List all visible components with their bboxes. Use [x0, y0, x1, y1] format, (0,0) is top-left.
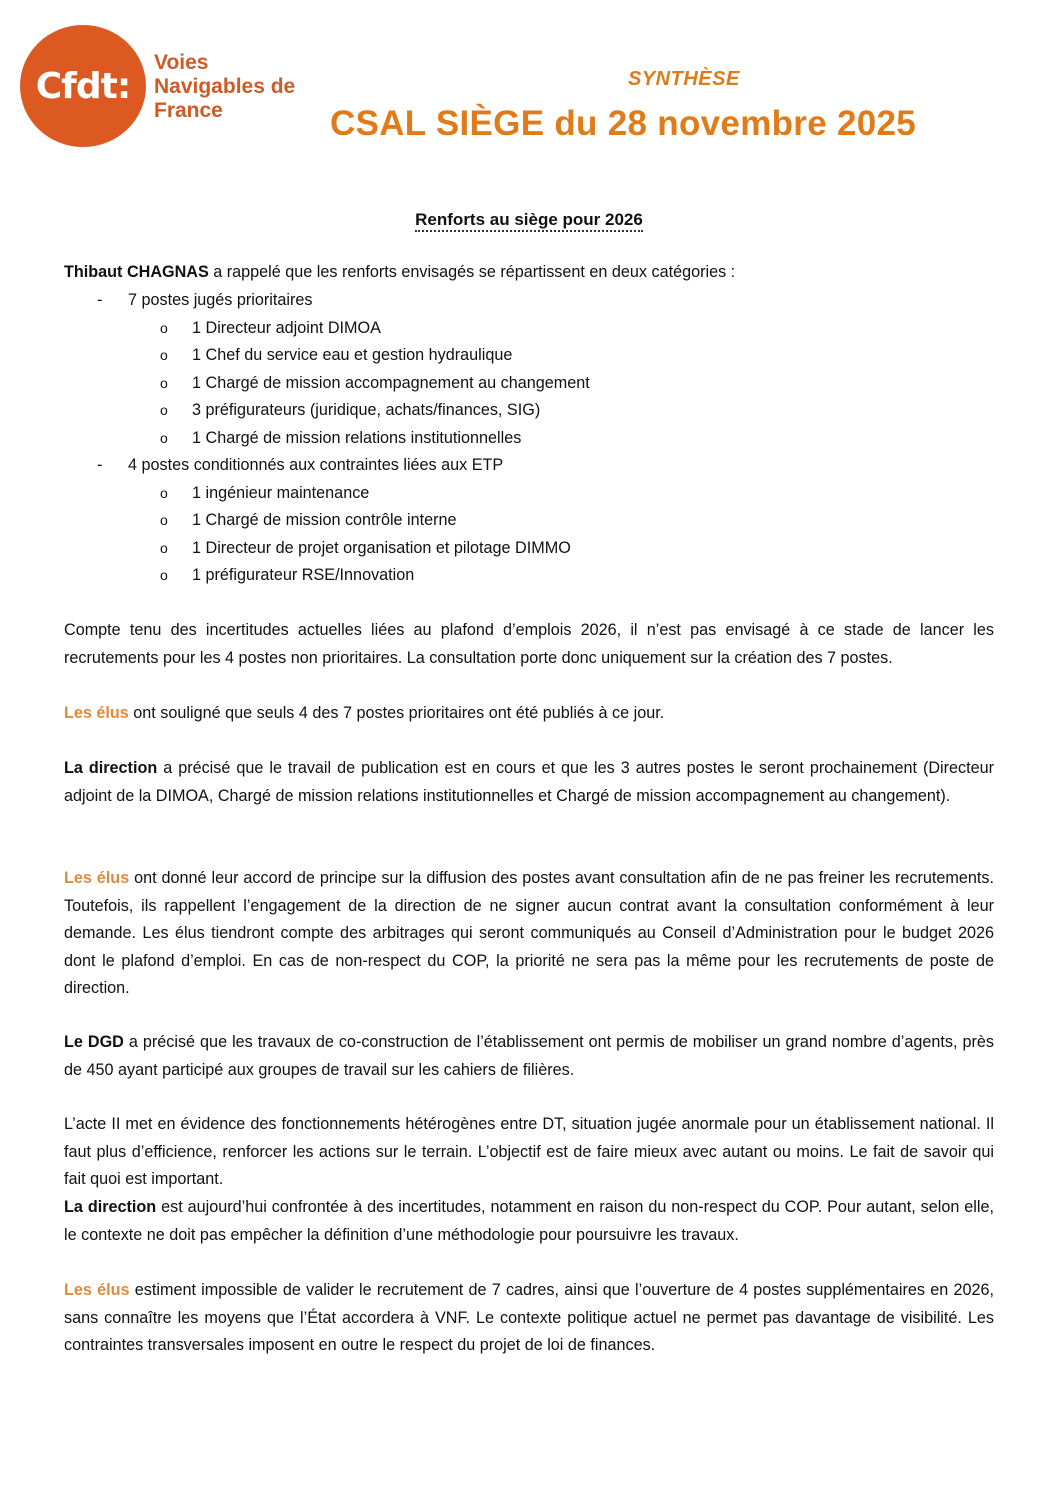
- paragraph: [64, 1111, 994, 1194]
- list-item-text: 1 Directeur de projet organisation et pilotage DIMMO: [192, 539, 571, 557]
- speaker-elus: Les élus: [64, 1281, 130, 1299]
- category-label: 7 postes jugés prioritaires: [128, 291, 313, 309]
- cfdt-logo: [20, 25, 146, 147]
- paragraph-text: Compte tenu des incertitudes actuelles liées au plafond d’emplois 2026, il n’est pas envisagé à ce stade de lancer les recrutements pour les 4 postes non prioritaires. La consultation porte donc uniquement sur la création des 7 postes.: [64, 621, 994, 667]
- circle-bullet-icon: o: [160, 375, 168, 391]
- document-title: CSAL SIÈGE du 28 novembre 2025: [330, 104, 917, 143]
- category-label: 4 postes conditionnés aux contraintes liées aux ETP: [128, 456, 504, 474]
- document-subtitle: SYNTHÈSE: [628, 68, 740, 90]
- paragraph: [64, 755, 994, 810]
- speaker: Thibaut CHAGNAS: [64, 263, 209, 281]
- paragraph-text: a rappelé que les renforts envisagés se répartissent en deux catégories :: [208, 263, 736, 281]
- section-title-text: Renforts au siège pour 2026: [415, 210, 643, 232]
- speaker-dgd: Le DGD: [64, 1033, 124, 1051]
- paragraph: [64, 1194, 994, 1249]
- speaker-direction: La direction: [64, 759, 158, 777]
- list-item-text: 3 préfigurateurs (juridique, achats/finances, SIG): [192, 401, 541, 419]
- list-item-text: 1 préfigurateur RSE/Innovation: [192, 566, 415, 584]
- intro-paragraph: [64, 259, 994, 287]
- circle-bullet-icon: o: [160, 485, 168, 501]
- paragraph: [64, 617, 994, 672]
- org-line: Voies: [154, 51, 209, 74]
- paragraph: [64, 700, 994, 728]
- paragraph-text: L’acte II met en évidence des fonctionnements hétérogènes entre DT, situation jugée anormale pour un établissement national. Il faut plus d’efficience, renforcer les actions sur le terrain. L’objectif est de faire mieux avec autant ou moins. Le fait de savoir qui fait quoi est important.: [64, 1115, 994, 1188]
- org-line: France: [154, 99, 223, 122]
- list-item-text: 1 Chargé de mission contrôle interne: [192, 511, 457, 529]
- circle-bullet-icon: o: [160, 512, 168, 528]
- speaker-elus: Les élus: [64, 869, 130, 887]
- section-title: [64, 206, 994, 234]
- circle-bullet-icon: o: [160, 540, 168, 556]
- circle-bullet-icon: o: [160, 320, 168, 336]
- logo-text: Cfdt:: [35, 65, 131, 107]
- paragraph: [64, 1029, 994, 1084]
- speaker-elus: Les élus: [64, 704, 129, 722]
- paragraph-text: estiment impossible de valider le recrutement de 7 cadres, ainsi que l’ouverture de 4 postes supplémentaires en 2026, sans connaître les moyens que l’État accordera à VNF. Le contexte politique actuel ne permet pas davantage de visibilité. Les contraintes transversales imposent en outre le respect du projet de loi de finances.: [64, 1281, 994, 1354]
- paragraph: [64, 1277, 994, 1360]
- circle-bullet-icon: o: [160, 567, 168, 583]
- paragraph: [64, 865, 994, 1003]
- paragraph-text: a précisé que le travail de publication est en cours et que les 3 autres postes le seront prochainement (Directeur adjoint de la DIMOA, Chargé de mission relations institutionnelles et Chargé de mission accompagnement au changement).: [64, 759, 994, 805]
- list-item-text: 1 Directeur adjoint DIMOA: [192, 319, 381, 337]
- paragraph-text: ont donné leur accord de principe sur la diffusion des postes avant consultation afin de ne pas freiner les recrutements. Toutefois, ils rappellent l’engagement de la direction de ne signer aucun contrat avant la consultation conformément à leur demande. Les élus tiendront compte des arbitrages qui seront communiqués au Conseil d’Administration pour le budget 2026 dont le plafond d’emploi. En cas de non-respect du COP, la priorité ne sera pas la même pour les recrutements de poste de direction.: [64, 869, 994, 997]
- dash-bullet-icon: -: [97, 456, 103, 474]
- org-name: [154, 51, 295, 123]
- paragraph-text: ont souligné que seuls 4 des 7 postes prioritaires ont été publiés à ce jour.: [128, 704, 665, 722]
- circle-bullet-icon: o: [160, 430, 168, 446]
- circle-bullet-icon: o: [160, 347, 168, 363]
- list-item-text: 1 Chargé de mission relations institutionnelles: [192, 429, 522, 447]
- paragraph-text: est aujourd’hui confrontée à des incertitudes, notamment en raison du non-respect du COP. Pour autant, selon elle, le contexte ne doit pas empêcher la définition d’une méthodologie pour poursuivre les travaux.: [64, 1198, 994, 1244]
- circle-bullet-icon: o: [160, 402, 168, 418]
- list-item-text: 1 ingénieur maintenance: [192, 484, 370, 502]
- list-item-text: 1 Chef du service eau et gestion hydraulique: [192, 346, 513, 364]
- org-line: Navigables de: [154, 75, 296, 98]
- paragraph-text: a précisé que les travaux de co-construction de l’établissement ont permis de mobiliser un grand nombre d’agents, près de 450 ayant participé aux groupes de travail sur les cahiers de filières.: [64, 1033, 994, 1079]
- list-item-text: 1 Chargé de mission accompagnement au changement: [192, 374, 590, 392]
- dash-bullet-icon: -: [97, 291, 103, 309]
- speaker-direction: La direction: [64, 1198, 157, 1216]
